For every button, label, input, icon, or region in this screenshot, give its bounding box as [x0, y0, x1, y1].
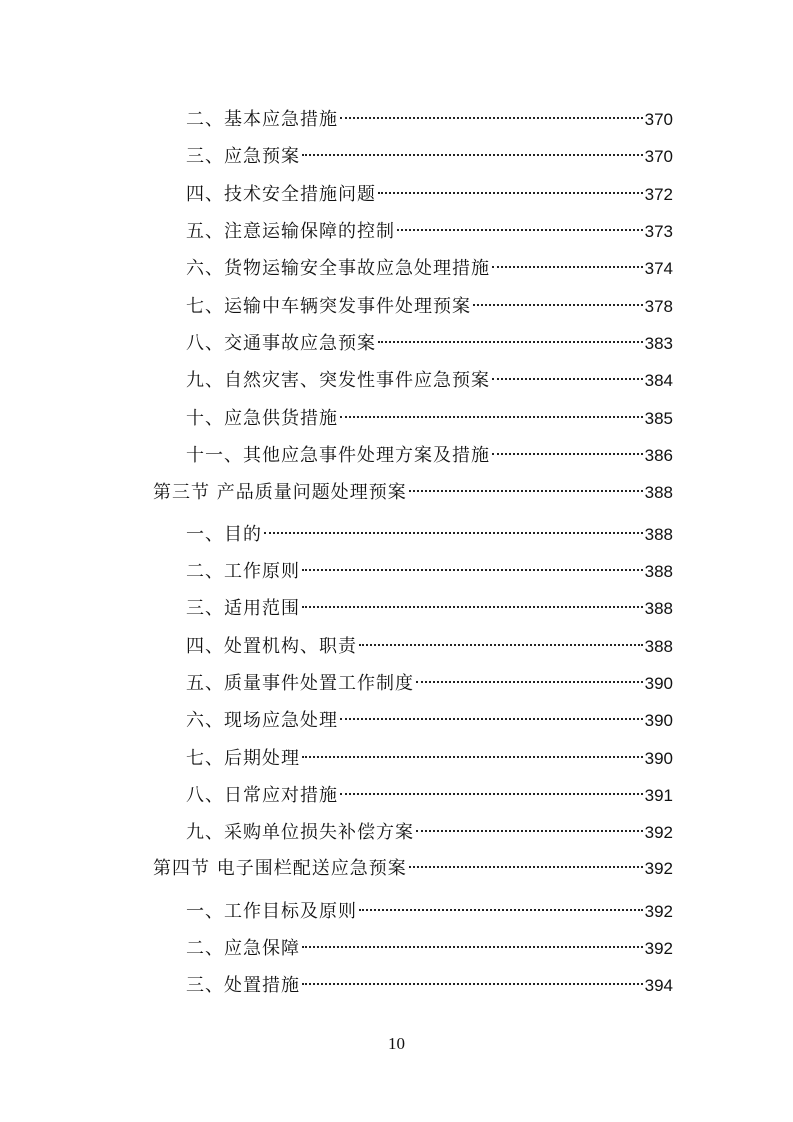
toc-entry-page: 384 [644, 371, 673, 390]
toc-entry-page: 388 [644, 483, 673, 502]
toc-entry-title: 七、运输中车辆突发事件处理预案 [186, 296, 471, 317]
dot-leader [302, 983, 643, 985]
toc-entry-page: 392 [644, 859, 673, 878]
toc-entry-page: 386 [644, 446, 673, 465]
dot-leader [302, 946, 643, 948]
toc-entry-title: 一、工作目标及原则 [186, 901, 357, 922]
toc-entry[interactable] [186, 143, 673, 171]
toc-entry-page: 383 [644, 334, 673, 353]
dot-leader [416, 681, 643, 683]
toc-entry-page: 392 [644, 902, 673, 921]
dot-leader [492, 266, 643, 268]
toc-entry-title: 三、适用范围 [186, 598, 300, 619]
toc-entry-title: 一、目的 [186, 524, 262, 545]
dot-leader [359, 644, 643, 646]
toc-section-entry[interactable] [153, 479, 673, 507]
toc-entry[interactable] [186, 745, 673, 773]
toc-entry[interactable] [186, 935, 673, 963]
toc-entry-page: 378 [644, 297, 673, 316]
dot-leader [397, 229, 643, 231]
toc-entry-title: 八、日常应对措施 [186, 785, 338, 806]
toc-entry[interactable] [186, 255, 673, 283]
toc-entry[interactable] [186, 106, 673, 134]
toc-entry[interactable] [186, 558, 673, 586]
toc-entry[interactable] [186, 293, 673, 321]
toc-entry-title: 五、质量事件处置工作制度 [186, 673, 414, 694]
dot-leader [340, 416, 643, 418]
page-number: 10 [388, 1034, 405, 1053]
dot-leader [378, 192, 643, 194]
toc-entry-title: 第四节 电子围栏配送应急预案 [153, 858, 407, 879]
toc-entry[interactable] [186, 670, 673, 698]
toc-entry[interactable] [186, 442, 673, 470]
toc-entry[interactable] [186, 782, 673, 810]
toc-entry[interactable] [186, 819, 673, 847]
toc-entry[interactable] [186, 972, 673, 1000]
toc-entry[interactable] [186, 707, 673, 735]
toc-entry-page: 373 [644, 222, 673, 241]
dot-leader [340, 793, 643, 795]
toc-entry-title: 二、基本应急措施 [186, 109, 338, 130]
toc-entry-title: 九、采购单位损失补偿方案 [186, 822, 414, 843]
dot-leader [302, 606, 643, 608]
dot-leader [264, 532, 643, 534]
toc-entry-page: 391 [644, 786, 673, 805]
toc-entry-page: 388 [644, 637, 673, 656]
dot-leader [302, 569, 643, 571]
toc-entry-page: 385 [644, 409, 673, 428]
toc-entry-page: 392 [644, 939, 673, 958]
toc-entry-title: 五、注意运输保障的控制 [186, 221, 395, 242]
toc-entry[interactable] [186, 181, 673, 209]
toc-entry[interactable] [186, 405, 673, 433]
dot-leader [409, 490, 643, 492]
toc-entry-title: 二、应急保障 [186, 938, 300, 959]
toc-entry-page: 388 [644, 525, 673, 544]
dot-leader [492, 378, 643, 380]
toc-entry-title: 十一、其他应急事件处理方案及措施 [186, 445, 490, 466]
toc-entry-page: 394 [644, 976, 673, 995]
toc-entry-title: 四、处置机构、职责 [186, 636, 357, 657]
toc-entry[interactable] [186, 633, 673, 661]
toc-entry-title: 七、后期处理 [186, 748, 300, 769]
toc-entry-page: 374 [644, 259, 673, 278]
toc-entry-page: 392 [644, 823, 673, 842]
toc-entry[interactable] [186, 367, 673, 395]
dot-leader [302, 756, 643, 758]
dot-leader [492, 453, 643, 455]
toc-section-entry[interactable] [153, 855, 673, 883]
toc-entry-title: 第三节 产品质量问题处理预案 [153, 482, 407, 503]
toc-entry-title: 六、货物运输安全事故应急处理措施 [186, 258, 490, 279]
toc-entry-title: 二、工作原则 [186, 561, 300, 582]
toc-entry-page: 388 [644, 599, 673, 618]
dot-leader [473, 304, 643, 306]
dot-leader [359, 909, 643, 911]
toc-entry-page: 390 [644, 674, 673, 693]
toc-entry[interactable] [186, 595, 673, 623]
toc-entry-title: 四、技术安全措施问题 [186, 184, 376, 205]
toc-entry-page: 372 [644, 185, 673, 204]
toc-entry-page: 388 [644, 562, 673, 581]
dot-leader [340, 718, 643, 720]
dot-leader [416, 830, 643, 832]
toc-entry-title: 九、自然灾害、突发性事件应急预案 [186, 370, 490, 391]
dot-leader [409, 866, 643, 868]
toc-entry-page: 390 [644, 749, 673, 768]
dot-leader [302, 154, 643, 156]
toc-entry[interactable] [186, 898, 673, 926]
toc-entry-title: 三、应急预案 [186, 146, 300, 167]
toc-entry[interactable] [186, 218, 673, 246]
toc-entry-title: 六、现场应急处理 [186, 710, 338, 731]
toc-entry-title: 十、应急供货措施 [186, 408, 338, 429]
toc-entry[interactable] [186, 521, 673, 549]
dot-leader [340, 117, 643, 119]
toc-entry-page: 390 [644, 711, 673, 730]
toc-entry-title: 八、交通事故应急预案 [186, 333, 376, 354]
toc-entry-page: 370 [644, 110, 673, 129]
dot-leader [378, 341, 643, 343]
toc-entry-page: 370 [644, 147, 673, 166]
toc-entry-title: 三、处置措施 [186, 975, 300, 996]
toc-entry[interactable] [186, 330, 673, 358]
